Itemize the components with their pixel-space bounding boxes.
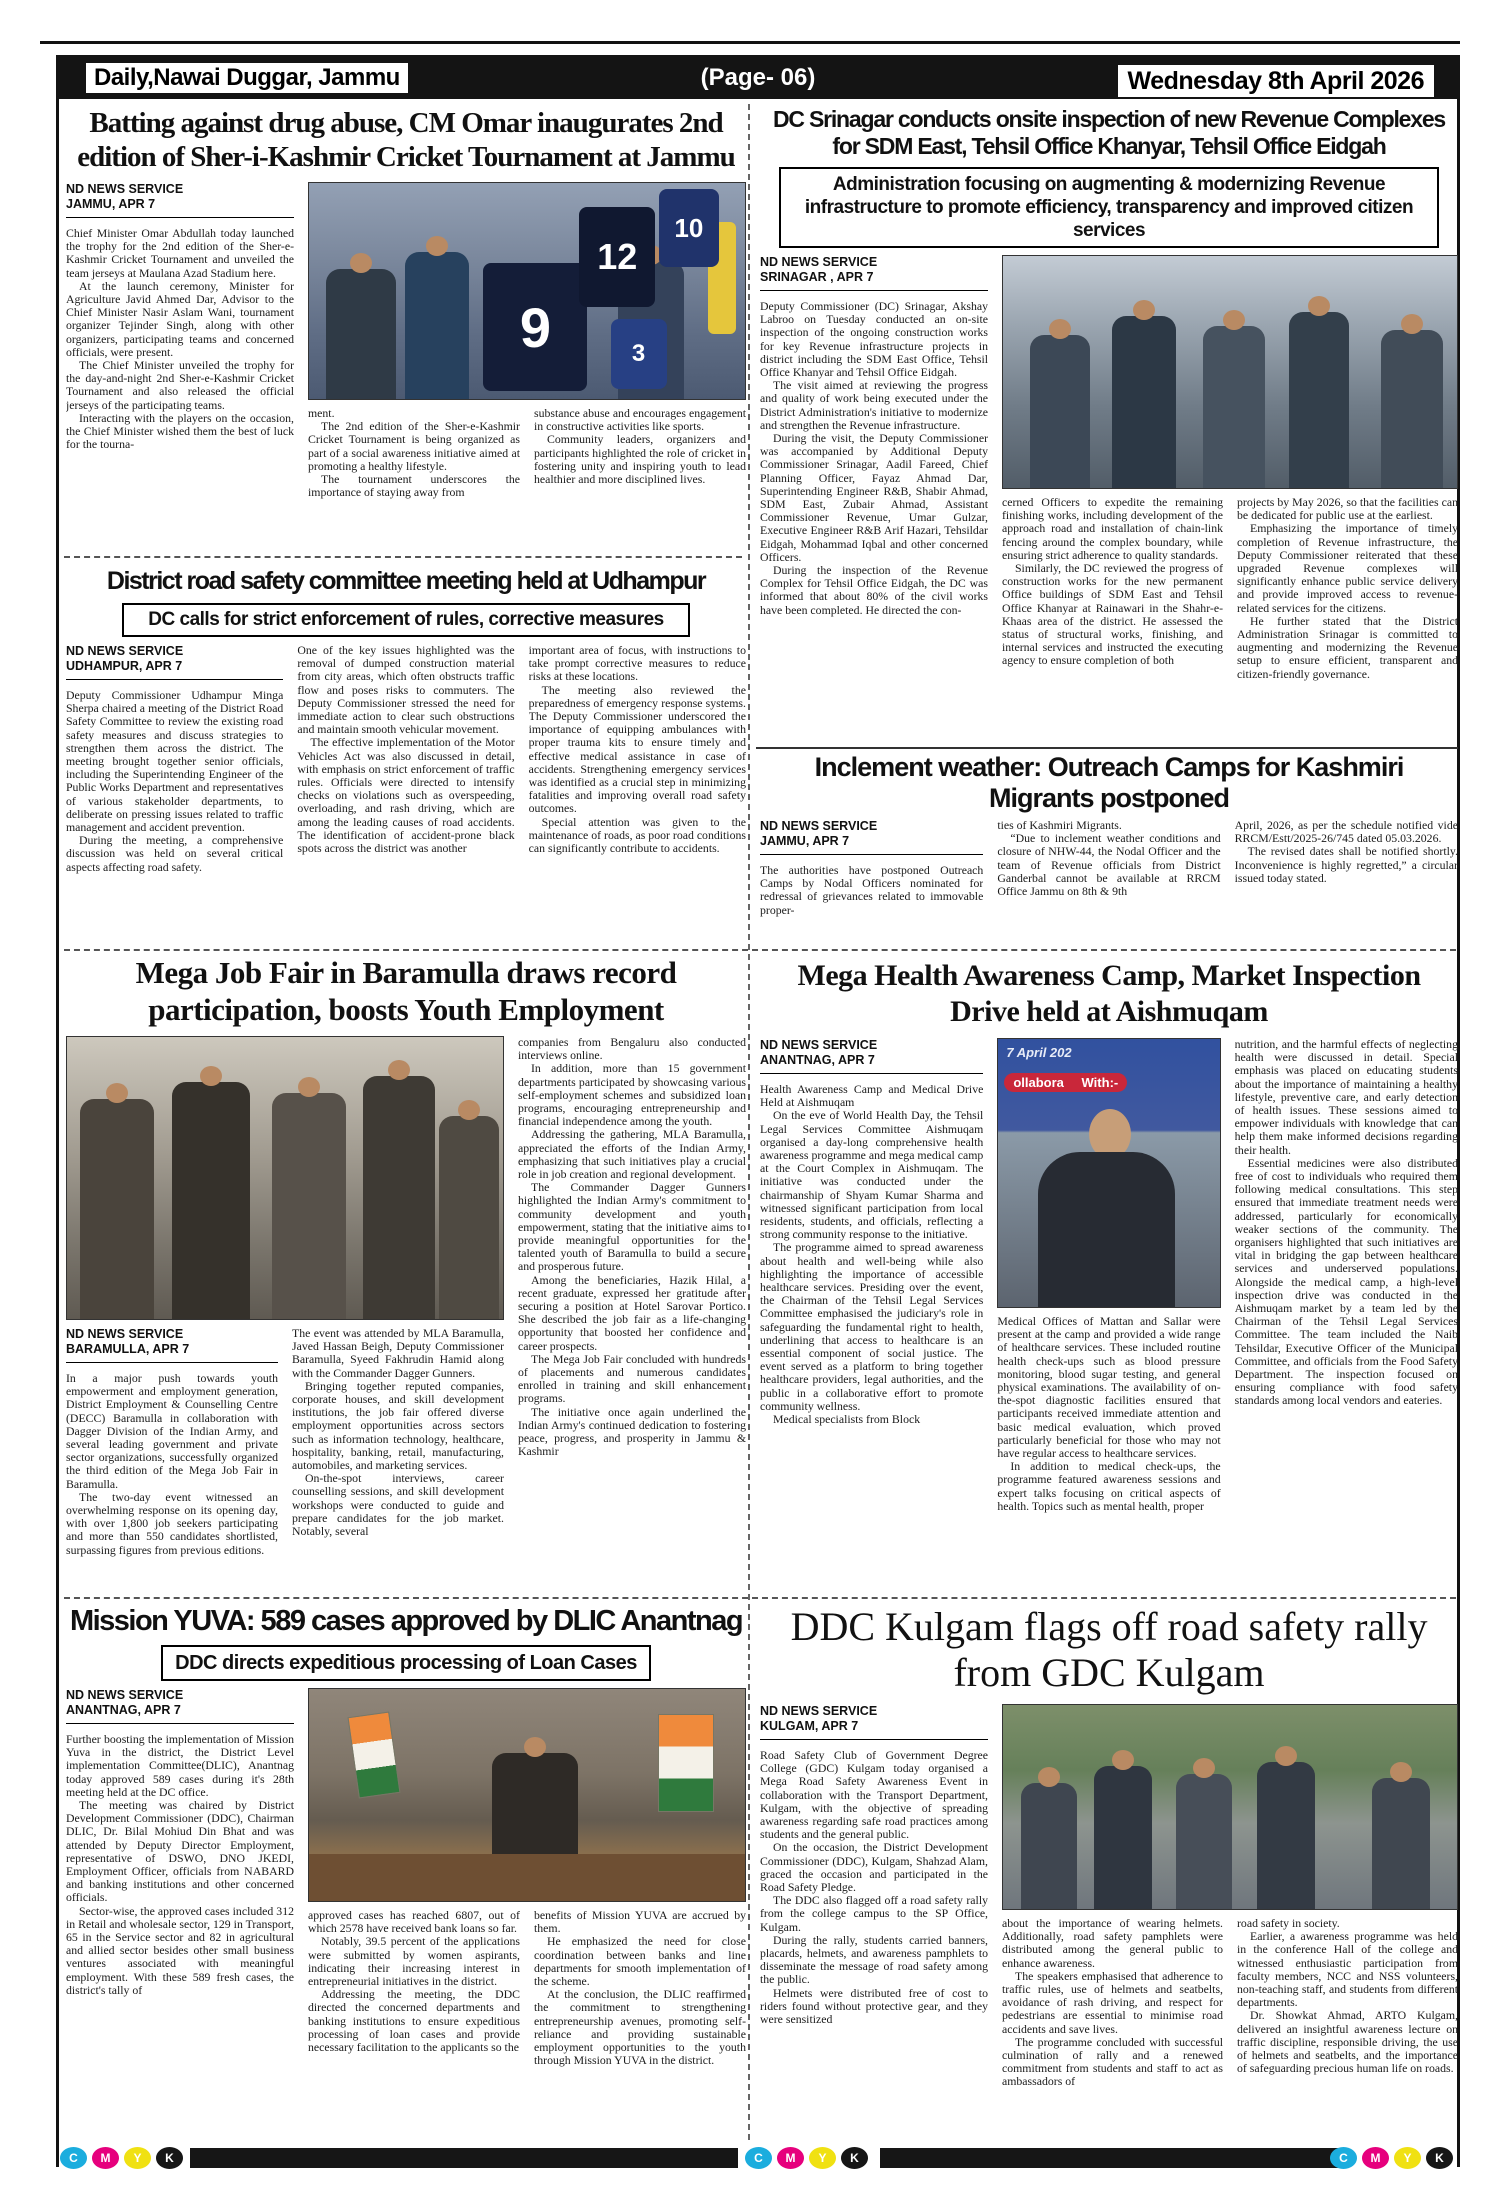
article-text: projects by May 2026, so that the facilities can be dedicated for public use at the earliest. Emphasizing the importance of timely completion of Revenue infrastructure, the Deputy Commissioner reiterated that these upgraded Revenue complexes will significantly enhance public service delivery and provide improved access to revenue-related services for the citizens. He further stated that the District Administration Srinagar is committed to augmenting and modernizing the Revenue setup to ensure efficient, transparent and citizen-friendly governance. (1237, 496, 1458, 681)
left-border (56, 55, 59, 2167)
article-deck: Administration focusing on augmenting & modernizing Revenue infrastructure to promote efficiency, transparency and improved citizen services (779, 167, 1439, 248)
article-deck: DC calls for strict enforcement of rules, corrective measures (122, 603, 690, 637)
top-rule (40, 41, 1460, 44)
article-photo (1002, 255, 1458, 489)
article-photo (1002, 1704, 1458, 1910)
dateline: UDHAMPUR, APR 7 (66, 659, 183, 673)
article-column (760, 819, 983, 917)
news-agency: ND NEWS SERVICE (66, 644, 184, 658)
article-headline: Inclement weather: Outreach Camps for Kashmiri Migrants postponed (814, 752, 1404, 813)
byline (760, 1038, 983, 1074)
article-text: Health Awareness Camp and Medical Drive Held at Aishmuqam On the eve of World Health Day, the Tehsil Legal Services Committee Aishmuqam organised a day-long comprehensive health awareness programme and mega medical camp at the Court Complex in Aishmuqam. The initiative was conducted under the chairmanship of Shyam Kumar Sharma and witnessed significant participation from local residents, students, and officials, reflecting a strong community response to the initiative. The programme aimed to spread awareness about health and well-being while also highlighting the importance of accessible healthcare services. Presiding over the event, the Chairman of the Tehsil Legal Services Committee emphasised the judiciary's role in safeguarding the fundamental right to health, underlining that access to healthcare is an essential component of social justice. The event served as a platform to bring together healthcare providers, legal authorities, and the public in a collaborative effort to promote community wellness. Medical specialists from Block (760, 1082, 984, 1427)
article-text: benefits of Mission YUVA are accrued by them. He emphasized the need for close coordination between banks and line departments for smooth implementation of the scheme. At the conclusion, the DLIC reaffirmed the commitment to strengthening entrepreneurship avenues, promoting self-reliance and providing sustainable employment opportunities to the youth through Mission YUVA in the district. (534, 1909, 746, 2068)
article-text: One of the key issues highlighted was the removal of dumped construction material from city areas, which often obstructs traffic flow and poses risks to commuters. The Deputy Commissioner stressed the need for immediate action to clear such obstructions and maintain smooth vehicular movement. The effective implementation of the Motor Vehicles Act was also discussed in detail, with emphasis on strict enforcement of traffic rules. Officials were directed to intensify checks on violations such as overspeeding, overloading, and rash driving, which are among the leading causes of road accidents. The identification of accident-prone black spots across the district was another (297, 644, 515, 856)
yellow-mark: Y (809, 2147, 836, 2169)
cyan-mark: C (60, 2147, 87, 2169)
article-headline: Batting against drug abuse, CM Omar inaugurates 2nd edition of Sher-i-Kashmir Cricket Tournament at Jammu (77, 107, 735, 173)
article-column (66, 644, 283, 874)
article-text: important area of focus, with instructions to take prompt corrective measures to reduce risks at these locations. The meeting also reviewed the preparedness of emergency response systems. The Deputy Commissioner underscored the importance of equipping ambulances with proper trauma kits to ensure timely and effective medical assistance in case of accidents. Strengthening emergency services was identified as a crucial step in minimizing fatalities and improving overall road safety outcomes. Special attention was given to the maintenance of roads, as poor road conditions can significantly contribute to accidents. (528, 644, 746, 856)
article-column (66, 1327, 278, 1557)
dateline: SRINAGAR , APR 7 (760, 270, 874, 284)
photo-figure (363, 1076, 435, 1319)
cyan-mark: C (745, 2147, 772, 2169)
article-text: Medical Offices of Mattan and Sallar were present at the camp and provided a wide range of healthcare services. These included routine health check-ups such as blood pressure monitoring, blood sugar testing, and general physical examinations. The availability of on-the-spot diagnostic facilities ensured that participants received immediate attention and basic medical evaluation, which proved particularly beneficial for those who may not have regular access to healthcare services. In addition to medical check-ups, the programme featured awareness sessions and expert talks focusing on critical aspects of health. Topics such as mental health, proper (997, 1314, 1221, 1513)
indian-flag (658, 1714, 714, 1812)
footer-bar (880, 2148, 1342, 2168)
jersey-number: 3 (611, 319, 667, 389)
photo-figure (1372, 1778, 1430, 1909)
article-text: Further boosting the implementation of Mission Yuva in the district, the District Level implementation Committee(DLIC), Anantnag today approved 589 cases during it's 28th meeting held at the DC office. The meeting was chaired by District Development Commissioner (DDC), Chairman DLIC, Dr. Bilal Mohiud Din Bhat and was attended by Deputy Director Employment, representative of DSWO, DNO JKEDI, Employment Officer, officials from NABARD and banking institutions and other concerned officials. Sector-wise, the approved cases included 312 in Retail and wholesale sector, 129 in Transport, 65 in the Service sector and 82 in agricultural and allied sector besides other small business ventures associated with meaningful employment. With these 589 fresh cases, the district's tally of (66, 1732, 294, 1997)
article-headline: Mission YUVA: 589 cases approved by DLIC Anantnag (69, 1605, 743, 1637)
byline (66, 1688, 294, 1724)
photo-figure (405, 252, 469, 399)
article-column (997, 1038, 1220, 1513)
news-agency: ND NEWS SERVICE (66, 1688, 184, 1702)
black-mark: K (156, 2147, 183, 2169)
yellow-mark: Y (1394, 2147, 1421, 2169)
article-jobfair (66, 954, 746, 1594)
byline (66, 644, 283, 680)
dateline: ANANTNAG, APR 7 (66, 1703, 181, 1717)
separator (64, 949, 1456, 951)
article-health (760, 958, 1458, 1594)
article-text: ment. The 2nd edition of the Sher-e-Kashmir Cricket Tournament is being organized as part of a social awareness initiative aimed at promoting a healthy lifestyle. The tournament underscores the importance of staying away from (308, 407, 520, 500)
article-column (66, 1688, 294, 2067)
article-column (66, 182, 294, 499)
byline (760, 255, 988, 291)
page-header (56, 55, 1460, 99)
photo-figure (80, 1099, 154, 1319)
article-text: April, 2026, as per the schedule notified vide RRCM/Estt/2025-26/745 dated 05.03.2026. The revised dates shall be notified shortly. Inconvenience is highly regretted,” a circular issued today stated. (1234, 819, 1458, 885)
photo-figure (1257, 1762, 1315, 1909)
dateline: JAMMU, APR 7 (66, 197, 156, 211)
dateline: ANANTNAG, APR 7 (760, 1053, 875, 1067)
article-weather (760, 752, 1458, 946)
article-deck: DDC directs expeditious processing of Loan Cases (161, 1645, 651, 1681)
page-date: Wednesday 8th April 2026 (1118, 65, 1434, 97)
black-mark: K (841, 2147, 868, 2169)
article-text: Deputy Commissioner Udhampur Minga Sherpa chaired a meeting of the District Road Safety Committee to review the existing road safety measures and discuss strategies to strengthen them across the district. The meeting brought together senior officials, including the Superintending Engineer of the Public Works Department and representatives of various stakeholder departments, to deliberate on pressing issues related to traffic management and accident prevention. During the meeting, a comprehensive discussion was held on several critical aspects affecting road safety. (66, 688, 284, 874)
article-text: about the importance of wearing helmets. Additionally, road safety pamphlets were distributed among the general public to enhance awareness. The speakers emphasised that adherence to traffic rules, use of helmets and seatbelts, avoidance of rash driving, and respect for pedestrians are essential to minimise road accidents and save lives. The programme concluded with successful culmination of rally and a renewed commitment from students and staff to act as ambassadors of (1002, 1917, 1223, 2089)
article-cricket (66, 106, 746, 554)
news-agency: ND NEWS SERVICE (66, 182, 184, 196)
article-column (760, 255, 988, 681)
article-photo (308, 182, 746, 400)
article-photo (66, 1036, 504, 1320)
magenta-mark: M (1362, 2147, 1389, 2169)
dateline: BARAMULLA, APR 7 (66, 1342, 190, 1356)
jersey-number: 12 (579, 207, 655, 307)
jersey-number: 10 (659, 189, 719, 267)
dateline: JAMMU, APR 7 (760, 834, 850, 848)
article-headline: Mega Health Awareness Camp, Market Inspection Drive held at Aishmuqam (797, 959, 1421, 1028)
article-text: Chief Minister Omar Abdullah today launched the trophy for the 2nd edition of the Sher-e-Kashmir Cricket Tournament and unveiled the team jerseys at Maulana Azad Stadium here. At the launch ceremony, Minister for Agriculture Javid Ahmed Dar, Advisor to the Chief Minister Nasir Aslam Wani, tournament organizer Tejinder Singh, along with other organizers, participating teams and concerned officials, were present. The Chief Minister unveiled the trophy for the day-and-night 2nd Sher-e-Kashmir Cricket Tournament and also released the official jerseys of the participating teams. Interacting with the players on the occasion, the Chief Minister wished them the best of luck for the tourna- (66, 226, 294, 452)
black-mark: K (1426, 2147, 1453, 2169)
photo-desk (309, 1854, 745, 1901)
article-text: In a major push towards youth empowerment and employment generation, District Employment & Counselling Centre (DECC) Baramulla in collaboration with Dagger Division of the Indian Army, and several leading government and private sector organizations, successfully organized the third edition of the Mega Job Fair in Baramulla. The two-day event witnessed an overwhelming response on its opening day, with over 1,800 job seekers participating and more than 550 candidates shortlisted, surpassing figures from previous editions. (66, 1371, 278, 1557)
article-text: The authorities have postponed Outreach Camps by Nodal Officers nominated for redressal of grievances related to immovable proper- (760, 863, 984, 917)
photo-figure (1381, 330, 1443, 488)
article-text: companies from Bengaluru also conducted interviews online. In addition, more than 15 government departments participated by showcasing various self-employment schemes and subsidized loan programs, encouraging entrepreneurship and financial independence among the youth. Addressing the gathering, MLA Baramulla, appreciated the efforts of the Indian Army, emphasizing that such initiatives play a crucial role in job creation and regional development. The Commander Dagger Gunners highlighted the Indian Army's commitment to community development and youth empowerment, stating that the initiative aims to provide meaningful opportunities for the talented youth of Baramulla to build a secure and prosperous future. Among the beneficiaries, Hazik Hilal, a recent graduate, expressed her gratitude after securing a position at Hotel Sarovar Portico. She described the job fair as a life-changing opportunity that boosted her confidence and career prospects. The Mega Job Fair concluded with hundreds of placements and numerous candidates enrolled in training and skill enhancement programs. The initiative once again underlined the Indian Army's continued dedication to fostering peace, progress, and prosperity in Jammu & Kashmir (518, 1036, 746, 1459)
photo-figure (1112, 316, 1176, 488)
news-agency: ND NEWS SERVICE (760, 819, 878, 833)
photo-person-suit (1038, 1152, 1175, 1307)
photo-figure (326, 269, 396, 399)
cmyk-marks (1330, 2147, 1453, 2169)
article-text: The event was attended by MLA Baramulla, Javed Hassan Beigh, Deputy Commissioner Baramulla, Syeed Fakhrudin Hamid along with the Commander Dagger Gunners. Bringing together reputed companies, corporate houses, and skill development institutions, the job fair offered diverse employment opportunities across sectors such as information technology, healthcare, hospitality, banking, retail, manufacturing, automobiles, and marketing services. On-the-spot interviews, career counselling sessions, and skill development workshops were conducted to guide and prepare candidates for the job market. Notably, several (292, 1327, 504, 1539)
article-text: nutrition, and the harmful effects of neglecting health were discussed in detail. Special emphasis was placed on educating students about the importance of maintaining a healthy lifestyle, preventive care, and early detection of health issues. These sessions aimed to empower individuals with knowledge that can help them make informed decisions regarding their health. Essential medicines were also distributed free of cost to individuals who required them following medical consultations. This step ensured that immediate treatment needs were addressed, particularly for economically weaker sections of the community. The organisers highlighted that such initiatives are vital in bridging the gap between healthcare services and underserved populations. Alongside the medical camp, a high-level inspection drive was conducted in the Aishmuqam market by a team led by the Chairman of the Tehsil Legal Services Committee. The team included the Naib Tehsildar, Executive Officer of the Municipal Committee, and officials from the Food Safety Department. The inspection focused on ensuring compliance with food safety standards among local vendors and eateries. (1234, 1038, 1458, 1408)
photo-figure (272, 1093, 346, 1319)
article-kulgam (760, 1604, 1458, 2134)
article-column (760, 1704, 988, 2089)
byline (760, 819, 983, 855)
cmyk-marks (60, 2147, 183, 2169)
article-text: cerned Officers to expedite the remaining finishing works, including development of the approach road and installation of chain-link fencing around the complex boundary, while ensuring strict adherence to quality standards. Similarly, the DC reviewed the progress of construction works for the new permanent Office buildings of SDM East and Tehsil Office Khanyar at Rainawari in the Shahr-e-Khaas area of the district. He assessed the status of structural works, finishing, and internal services and instructed the executing agency to ensure completion of both (1002, 496, 1223, 668)
cyan-mark: C (1330, 2147, 1357, 2169)
photo-figure (172, 1082, 250, 1319)
photo-figure (492, 1753, 578, 1863)
indian-flag (347, 1712, 400, 1799)
news-agency: ND NEWS SERVICE (66, 1327, 184, 1341)
magenta-mark: M (92, 2147, 119, 2169)
byline (66, 1327, 278, 1363)
dateline: KULGAM, APR 7 (760, 1719, 859, 1733)
page-number: (Page- 06) (700, 64, 816, 91)
photo-banner-pill (1004, 1073, 1127, 1092)
article-photo (997, 1038, 1220, 1308)
photo-banner-text: 7 April 202 (1006, 1045, 1072, 1060)
separator (64, 1597, 1456, 1599)
footer-bar (190, 2148, 738, 2168)
article-headline: District road safety committee meeting held at Udhampur (106, 567, 706, 595)
magenta-mark: M (777, 2147, 804, 2169)
center-column-divider (748, 104, 750, 2140)
article-yuva (66, 1604, 746, 2134)
photo-figure (1176, 1774, 1232, 1909)
photo-figure (1021, 1783, 1077, 1909)
news-agency: ND NEWS SERVICE (760, 1038, 878, 1052)
byline (66, 182, 294, 218)
photo-figure (1030, 335, 1090, 488)
photo-figure (439, 1116, 499, 1319)
cmyk-marks (745, 2147, 868, 2169)
article-text: Road Safety Club of Government Degree College (GDC) Kulgam today organised a Mega Road Safety Awareness Event in collaboration with the Transport Department, Kulgam, with the objective of spreading awareness regarding safe road practices among students and the general public. On the occasion, the District Development Commissioner (DDC), Kulgam, Shahzad Alam, graced the occasion and participated in the Road Safety Pledge. The DDC also flagged off a road safety rally from the college campus to the SP Office, Kulgam. During the rally, students carried banners, placards, helmets, and awareness pamphlets to disseminate the message of road safety among the public. Helmets were distributed free of cost to riders found without protective gear, and they were sensitized (760, 1748, 988, 2027)
article-headline: Mega Job Fair in Baramulla draws record participation, boosts Youth Employment (135, 955, 677, 1027)
news-agency: ND NEWS SERVICE (760, 255, 878, 269)
photo-figure (1094, 1766, 1152, 1909)
separator (64, 556, 742, 558)
photo-banner-fragment: With:- (1081, 1075, 1119, 1090)
article-text: approved cases has reached 6807, out of which 2578 have received bank loans so far. Notably, 39.5 percent of the applications were submitted by women aspirants, indicating their increasing interest in entrepreneurial initiatives in the district. Addressing the meeting, the DDC directed the concerned departments and banking institutions to ensure expeditious processing of loan cases and provide necessary facilitation to the applicants so the (308, 1909, 520, 2055)
article-text: ties of Kashmiri Migrants. “Due to inclement weather conditions and closure of NHW-44, the Nodal Officer and the team of Revenue officials from District Ganderbal cannot be available at RRCM Office Jammu on 8th & 9th (997, 819, 1221, 899)
photo-banner-fragment: ollabora (1013, 1075, 1064, 1090)
article-udhampur (66, 566, 746, 944)
article-revenue (760, 106, 1458, 744)
article-headline: DC Srinagar conducts onsite inspection of new Revenue Complexes for SDM East, Tehsil Office Khanyar, Tehsil Office Eidgah (772, 106, 1446, 159)
yellow-mark: Y (124, 2147, 151, 2169)
article-photo (308, 1688, 746, 1902)
separator (756, 747, 1458, 749)
jersey-number: 9 (483, 263, 587, 391)
article-text: road safety in society. Earlier, a awareness programme was held in the conference Hall of the college and witnessed enthusiastic participation from faculty members, NCC and NSS volunteers, non-teaching staff, and students from different departments. Dr. Showkat Ahmad, ARTO Kulgam, delivered an insightful awareness lecture on traffic discipline, responsible driving, the use of helmets and seatbelts, and the importance of safeguarding precious human life on roads. (1237, 1917, 1458, 2076)
article-headline: DDC Kulgam flags off road safety rally from GDC Kulgam (790, 1604, 1428, 1695)
photo-figure (1289, 312, 1349, 488)
article-text: substance abuse and encourages engagement in constructive activities like sports. Community leaders, organizers and participants highlighted the role of cricket in fostering unity and inspiring youth to lead healthier and more disciplined lives. (534, 407, 746, 487)
masthead: Daily,Nawai Duggar, Jammu (86, 63, 408, 93)
byline (760, 1704, 988, 1740)
news-agency: ND NEWS SERVICE (760, 1704, 878, 1718)
photo-figure (1203, 326, 1265, 488)
article-column (760, 1038, 983, 1513)
article-text: Deputy Commissioner (DC) Srinagar, Akshay Labroo on Tuesday conducted an on-site inspection of the ongoing construction works for key Revenue infrastructure projects in district including the SDM East Office, Tehsil Office Khanyar and Tehsil Office Eidgah. The visit aimed at reviewing the progress and quality of work being executed under the District Administration's initiative to modernize and strengthen the Revenue infrastructure. During the visit, the Deputy Commissioner was accompanied by Additional Deputy Commissioner Srinagar, Aadil Fareed, Chief Planning Officer, Fayaz Ahmad Dar, Superintending Engineer R&B, Shabir Ahmad, SDM East, Zubair Ahmad, Assistant Commissioner Revenue, Umar Gulzar, Executive Engineer R&B Arif Hazari, Tehsildar Eidgah, Mohammad Iqbal and other concerned Officers. During the inspection of the Revenue Complex for Tehsil Office Eidgah, the DC was informed that about 80% of the civil works have been completed. He directed the con- (760, 299, 988, 617)
